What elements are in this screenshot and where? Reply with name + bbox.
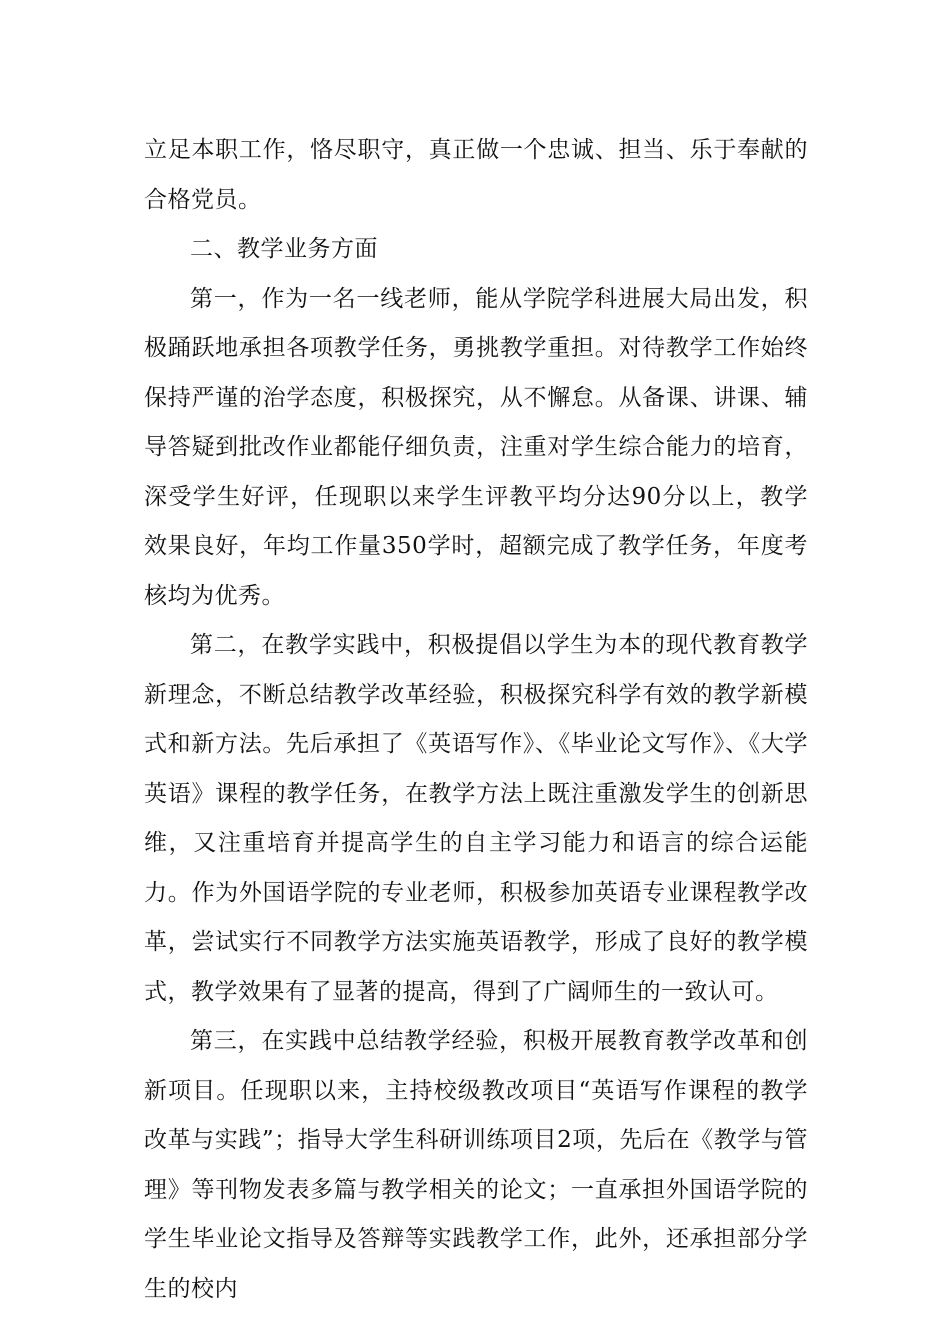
paragraph-third: 第三，在实践中总结教学经验，积极开展教育教学改革和创新项目。任现职以来，主持校级教改项目“英语写作课程的教学改革与实践”；指导大学生科研训练项目2项，先后在《教学与管理》等刊物发表多篇与教学相关的论文；一直承担外国语学院的学生毕业论文指导及答辩等实践教学工作，此外，还承担部分学生的校内 [144,1028,808,1302]
paragraph-continuation: 立足本职工作，恪尽职守，真正做一个忠诚、担当、乐于奉献的合格党员。 [144,137,808,213]
paragraph-first: 第一，作为一名一线老师，能从学院学科进展大局出发，积极踊跃地承担各项教学任务，勇挑教学重担。对待教学工作始终保持严谨的治学态度，积极探究，从不懈怠。从备课、讲课、辅导答疑到批改作业都能仔细负责，注重对学生综合能力的培育，深受学生好评，任现职以来学生评教平均分达90分以上，教学效果良好，年均工作量350学时，超额完成了教学任务，年度考核均为优秀。 [144,285,808,609]
section-heading: 二、教学业务方面 [190,236,378,262]
document-page [144,126,808,1314]
paragraph-second: 第二，在教学实践中，积极提倡以学生为本的现代教育教学新理念，不断总结教学改革经验，积极探究科学有效的教学新模式和新方法。先后承担了《英语写作》、《毕业论文写作》、《大学英语》课程的教学任务，在教学方法上既注重激发学生的创新思维，又注重培育并提高学生的自主学习能力和语言的综合运能力。作为外国语学院的专业老师，积极参加英语专业课程教学改革，尝试实行不同教学方法实施英语教学，形成了良好的教学模式，教学效果有了显著的提高，得到了广阔师生的一致认可。 [144,632,808,1005]
